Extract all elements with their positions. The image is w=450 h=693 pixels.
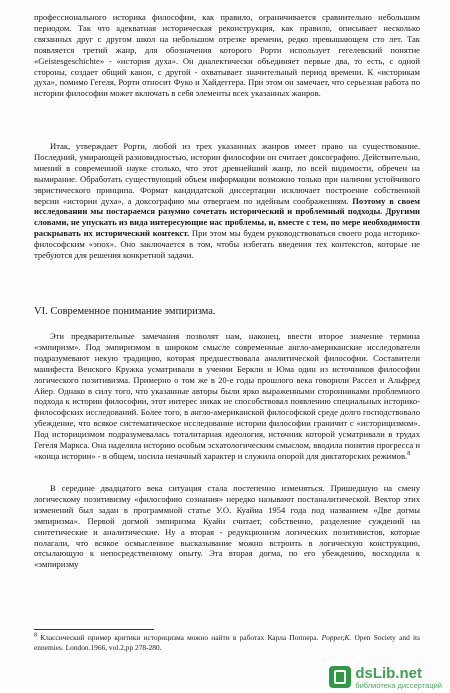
footnote-text: Классический пример критики историцизма можно найти в работах Карла Поппера. xyxy=(37,633,322,642)
paragraph-text: При этом мы будем руководствоваться своего рода историко-философским «эпох». Оно заключается в том, чтобы избегать введения тех контекстов, которые не требуются для решения конкретной задачи. xyxy=(34,228,420,261)
footnote-text: Open Society and its ennemies. London.1966, vol.2,pp 278-280. xyxy=(34,633,420,652)
footnote-number: 8 xyxy=(34,632,37,639)
emphasized-text: Поэтому в своем исследовании мы постараемся разумно сочетать исторический и проблемный подходы. Другими словами, не упускать из вида интересующие нас проблемы, и, вместе с тем, по мере необходимости раскрывать их исторический контекст. xyxy=(34,195,420,239)
paragraph-block-1 xyxy=(34,12,420,99)
watermark-text xyxy=(355,666,442,690)
section-heading: VI. Современное понимание эмпиризма. xyxy=(34,306,216,317)
paragraph xyxy=(34,141,420,261)
paragraph xyxy=(34,331,420,462)
paragraph-text: Эти предварительные замечания позволят нам, наконец, ввести второе значение термина «эмпиризм». Под эмпиризмом в широком смысле современные англо-американские исследователи подразумевают некую традицию, которая предшествовала аналитической философии. Составители манифеста Венского Кружка усматривали в учении Беркли и Юма один из источников философии логического позитивизма. Примерно о том же в 20-е годы прошлого века говорили Рассел и Альфред Айер. Однако в силу того, что указанные авторы были ярко выраженными сторонниками проблемного подхода к истории философии, этот интерес никак не способствовал появлению специальных историко-философских исследований. Более того, в англо-американской философской среде долго господствовало убеждение, что всякое систематическое исследование истории философии граничит с «историцизмом». Под историцизмом подразумевалась тоталитарная идеология, источник которой усматривали в трудах Гегеля Маркса. Она наделяла историю особым эсхатологическим смыслом, вводила понятия прогресса и «конца истории» - в общем, носила неначный характер и служила опорой для диктаторских режимов. xyxy=(34,331,420,461)
paragraph-text: Итак, утверждает Рорти, любой из трех указанных жанров имеет право на существование. Последний, умирающей разновидностью, истории философии он считает доксографию. Действительно, мнений в современной науке столько, что этот древнейший жанр, по всей видимости, обречен на вымирание. Обработать существующий объем информации возможно только при наличии устойчивого эвристического принципа. Формат кандидатской диссертации исключает построение собственной версии «истории духа», а доксографию мы отвергаем по идейным соображениям. xyxy=(34,141,420,206)
watermark-subtitle: библиотека диссертаций xyxy=(355,680,442,690)
footnote-divider xyxy=(34,629,154,630)
paragraph-block-3 xyxy=(34,331,420,462)
footnote-reference: 8 xyxy=(407,451,411,458)
book-icon xyxy=(329,666,351,688)
paragraph: профессионального историка философии, как правило, ограничивается сравнительно небольшим периодом. Так что адекватная историческая реконструкция, как правило, описывает несколько связанных друг с другом школ на небольшом отрезке времени, редко превышающем сто лет. Так появляется третий жанр, для обозначения которого Рорти использует гегелевский понятие «Geistesgeschichte» - «история духа». Он диалектически объединяет первые два, то есть, с одной стороны, создает общий канон, с другой - охватывает значительный период времени. К «историкам духа», помимо Гегеля, Рорти относит Фуко и Хайдеггера. При этом он замечает, что серьезная работа по истории философии может включать в себя элементы всех указанных жанров. xyxy=(34,12,420,99)
paragraph-block-2 xyxy=(34,141,420,261)
paragraph: В середине двадцатого века ситуация стала постепенно изменяться. Пришедшую на смену логическому позитивизму «философию сознания» нередко называют постаналитической. Вектор этих изменений был задан в программной статье У.О. Куайна 1954 года под названием «Две догмы эмпиризма». Первой догмой эмпиризма Куайн считает, собственно, разделение суждений на синтетические и аналитические. Ну а вторая - редукционизм логических позитивистов, которые полагали, что всякое осмысленное высказывание можно встроить в логическую конструкцию, отсылающую к непосредственному опыту. Эта вторая догма, по его убеждению, восходила к «эмпиризму xyxy=(34,483,420,570)
footnote-author: Popper,K. xyxy=(321,633,352,642)
watermark-name: dsLib.net xyxy=(355,664,422,682)
watermark-logo xyxy=(329,666,442,690)
paragraph-block-4 xyxy=(34,483,420,570)
footnote xyxy=(34,633,420,652)
